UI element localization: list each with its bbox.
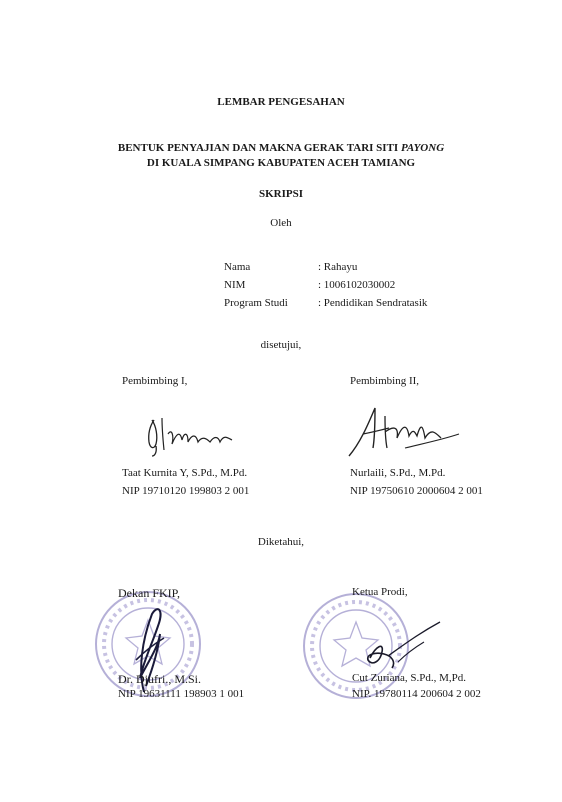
program-label: Program Studi [224,297,288,309]
advisor2-name: Nurlaili, S.Pd., M.Pd. [350,467,446,479]
advisor2-role: Pembimbing II, [350,375,420,387]
thesis-title-italic: PAYONG [400,142,445,154]
advisor1-role: Pembimbing I, [122,375,188,387]
advisor1-name: Taat Kurnita Y, S.Pd., M.Pd. [122,467,248,479]
program-value: : Pendidikan Sendratasik [318,297,428,309]
advisor1-signature [140,412,250,458]
page-title: LEMBAR PENGESAHAN [217,96,345,108]
approved-label: disetujui, [260,339,302,351]
head-role: Ketua Prodi, [352,586,408,598]
thesis-title-line-1 [0,142,562,154]
head-signature [362,618,444,676]
head-nip: NIP. 19780114 200604 2 002 [352,688,481,700]
name-value: : Rahayu [318,261,358,273]
name-label: Nama [224,261,251,273]
acknowledged-label: Diketahui, [257,536,305,548]
advisor1-nip: NIP 19710120 199803 2 001 [122,485,250,497]
thesis-title-line-2: DI KUALA SIMPANG KABUPATEN ACEH TAMIANG [146,157,416,169]
thesis-title-main: BENTUK PENYAJIAN DAN MAKNA GERAK TARI SITI [117,142,401,154]
advisor2-nip: NIP 19750610 2000604 2 001 [350,485,483,497]
nim-value: : 1006102030002 [318,279,396,291]
dean-name: Dr. Djufri., M.Si. [118,672,202,686]
nim-label: NIM [224,279,246,291]
dean-role: Dekan FKIP, [118,586,180,600]
advisor2-signature [345,402,465,460]
head-name: Cut Zuriana, S.Pd., M,Pd. [352,672,466,684]
document-type: SKRIPSI [258,188,304,200]
dean-nip: NIP 19631111 198903 1 001 [118,688,245,700]
by-label: Oleh [270,217,292,229]
